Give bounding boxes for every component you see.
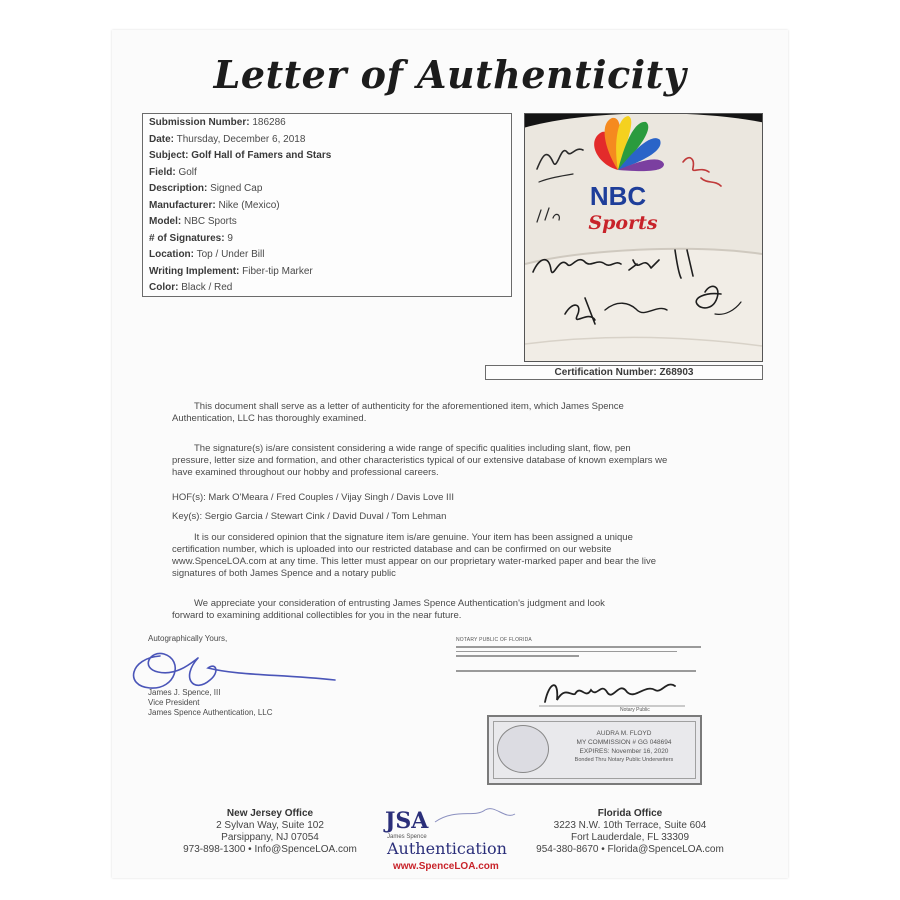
text-line: signatures of both James Spence and a notary public <box>172 568 396 579</box>
nj-office-contact: 973-898-1300 • Info@SpenceLOA.com <box>183 844 357 855</box>
cap-illustration <box>525 114 762 361</box>
detail-key: Manufacturer: <box>149 199 216 211</box>
hof-signers: HOF(s): Mark O'Meara / Fred Couples / Vijay Singh / Davis Love III <box>172 492 454 503</box>
detail-value: Fiber-tip Marker <box>242 265 313 277</box>
jsa-wordmark: Authentication <box>387 839 507 858</box>
notary-public-label: Notary Public <box>620 707 650 713</box>
key-signers: Key(s): Sergio Garcia / Stewart Cink / David Duval / Tom Lehman <box>172 511 447 522</box>
signer-role: Vice President <box>148 698 200 707</box>
signer-name: James J. Spence, III <box>148 688 221 697</box>
notary-stamp <box>487 715 702 785</box>
detail-key: Color: <box>149 282 179 293</box>
detail-key: Submission Number: <box>149 117 250 128</box>
detail-row <box>149 183 262 195</box>
cap-logo-nbc: NBC <box>589 181 647 211</box>
paragraph-opinion <box>172 532 772 580</box>
jsa-mark: JSA <box>385 808 429 834</box>
notary-header: NOTARY PUBLIC OF FLORIDA <box>456 637 532 643</box>
detail-value: Golf Hall of Famers and Stars <box>191 150 332 161</box>
detail-key: # of Signatures: <box>149 232 225 244</box>
detail-value: Thursday, December 6, 2018 <box>176 133 306 145</box>
text-line: www.SpenceLOA.com at any time. This letter must appear on our proprietary water-marked paper and bear the live <box>172 556 657 567</box>
detail-key: Description: <box>149 183 208 194</box>
detail-key: Location: <box>149 249 194 260</box>
fl-office-block <box>525 808 735 856</box>
jsa-url: www.SpenceLOA.com <box>393 861 499 872</box>
notary-signature-icon <box>535 672 695 710</box>
detail-value: Top / Under Bill <box>196 249 265 260</box>
jsa-sub: James Spence <box>387 834 427 840</box>
detail-value: Black / Red <box>181 282 233 293</box>
detail-key: Model: <box>149 216 182 227</box>
state-seal-icon <box>497 725 549 773</box>
text-line: certification number, which is uploaded into our restricted database and can be confirmed on our website <box>172 544 612 555</box>
detail-value: 186286 <box>252 117 286 128</box>
detail-key: Subject: <box>149 150 189 161</box>
paragraph-analysis <box>172 443 772 479</box>
detail-value: Signed Cap <box>210 183 263 194</box>
stamp-text <box>559 729 689 765</box>
text-line: Authentication, LLC has thoroughly examined. <box>172 413 367 424</box>
detail-row <box>149 266 313 278</box>
nj-office-block <box>165 808 375 856</box>
detail-row <box>149 150 331 162</box>
text-line: have examined throughout our hobby and professional careers. <box>172 467 439 478</box>
item-details-box <box>142 113 512 297</box>
nj-office-address: 2 Sylvan Way, Suite 102 <box>216 820 324 831</box>
certification-number: Certification Number: Z68903 <box>485 365 763 380</box>
stamp-commission: MY COMMISSION # GG 048694 <box>576 739 672 746</box>
nj-office-title: New Jersey Office <box>226 808 314 819</box>
text-line: We appreciate your consideration of entrusting James Spence Authentication's judgment and look <box>194 598 605 609</box>
stamp-expires: EXPIRES: November 16, 2020 <box>579 748 669 755</box>
notary-fine-print <box>456 646 701 661</box>
cap-logo-sports: Sports <box>588 212 658 234</box>
detail-row <box>149 134 305 146</box>
detail-value: Nike (Mexico) <box>218 199 280 211</box>
fl-office-address: 3223 N.W. 10th Terrace, Suite 604 <box>553 820 707 831</box>
detail-key: Date: <box>149 133 175 145</box>
detail-value: NBC Sports <box>184 216 237 227</box>
text-line: It is our considered opinion that the signature item is/are genuine. Your item has been assigned a unique <box>194 532 633 543</box>
detail-row <box>149 233 233 245</box>
text-line: The signature(s) is/are consistent considering a wide range of specific qualities including slant, flow, pen <box>194 443 631 454</box>
fl-office-title: Florida Office <box>597 808 663 819</box>
fl-office-city: Fort Lauderdale, FL 33309 <box>570 832 690 843</box>
detail-row <box>149 249 264 261</box>
nj-office-city: Parsippany, NJ 07054 <box>221 832 319 843</box>
signed-cap-photo <box>524 113 763 362</box>
signer-block <box>148 688 273 718</box>
signer-company: James Spence Authentication, LLC <box>148 708 273 717</box>
stamp-name: AUDRA M. FLOYD <box>596 730 652 737</box>
stamp-bonded: Bonded Thru Notary Public Underwriters <box>574 757 674 763</box>
paragraph-closing <box>172 598 772 622</box>
text-line: forward to examining additional collectibles for you in the near future. <box>172 610 462 621</box>
detail-row <box>149 167 197 179</box>
document-title: Letter of Authenticity <box>213 52 687 97</box>
jsa-logo-icon <box>375 800 525 875</box>
text-line: pressure, letter size and formation, and other characteristics typical of our extensive database of known exemplars we <box>172 455 668 466</box>
jsa-logo <box>375 800 525 875</box>
closing-salutation: Autographically Yours, <box>148 634 228 643</box>
detail-value: 9 <box>227 232 233 244</box>
detail-row <box>149 282 232 294</box>
detail-row <box>149 216 237 228</box>
detail-value: Golf <box>178 166 197 178</box>
detail-key: Field: <box>149 166 176 178</box>
fl-office-contact: 954-380-8670 • Florida@SpenceLOA.com <box>536 844 724 855</box>
text-line: This document shall serve as a letter of authenticity for the aforementioned item, which James Spence <box>194 401 624 412</box>
paragraph-intro <box>172 401 772 425</box>
detail-key: Writing Implement: <box>149 265 240 277</box>
detail-row <box>149 200 280 212</box>
detail-row <box>149 117 286 129</box>
